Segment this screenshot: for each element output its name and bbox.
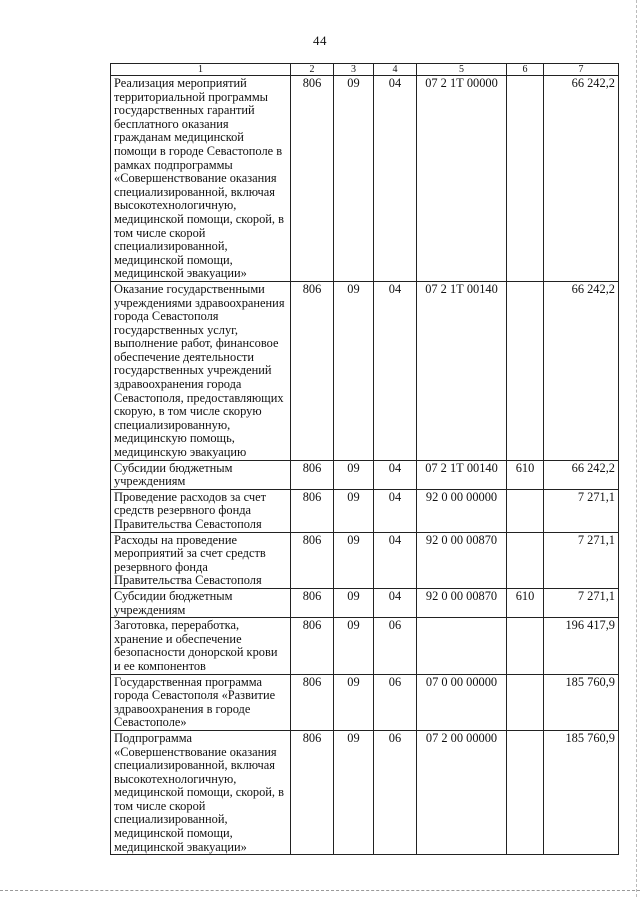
cell-ministry-code: 806	[291, 674, 334, 730]
cell-name: Подпрограмма «Совершенствование оказания специализированной, включая высокотехнологичную, медицинской помощи, скорой, в том числе скорой специализированной, медицинской помощи, медицинской эвакуации»	[111, 730, 291, 854]
cell-section: 09	[334, 489, 374, 532]
budget-table	[110, 63, 619, 855]
table-row	[111, 532, 619, 588]
header-row	[111, 64, 619, 76]
cell-name: Субсидии бюджетным учреждениям	[111, 588, 291, 617]
table-row	[111, 76, 619, 282]
cell-name: Заготовка, переработка, хранение и обеспечение безопасности донорской крови и ее компонентов	[111, 618, 291, 674]
cell-expense-type	[507, 532, 544, 588]
cell-name: Субсидии бюджетным учреждениям	[111, 460, 291, 489]
table-row	[111, 674, 619, 730]
cell-target-article: 92 0 00 00870	[417, 588, 507, 617]
cell-subsection: 04	[374, 588, 417, 617]
column-header: 5	[417, 64, 507, 76]
table-row	[111, 730, 619, 854]
cell-target-article: 07 0 00 00000	[417, 674, 507, 730]
cell-expense-type	[507, 281, 544, 460]
table-row	[111, 460, 619, 489]
cell-amount: 185 760,9	[544, 674, 619, 730]
cell-amount: 66 242,2	[544, 76, 619, 282]
cell-target-article: 92 0 00 00870	[417, 532, 507, 588]
cell-section: 09	[334, 730, 374, 854]
cell-name: Проведение расходов за счет средств резервного фонда Правительства Севастополя	[111, 489, 291, 532]
cell-expense-type	[507, 618, 544, 674]
cell-target-article: 07 2 00 00000	[417, 730, 507, 854]
cell-target-article	[417, 618, 507, 674]
scan-edge-right	[636, 0, 637, 897]
cell-name: Государственная программа города Севастополя «Развитие здравоохранения в городе Севастополе»	[111, 674, 291, 730]
cell-subsection: 06	[374, 730, 417, 854]
cell-section: 09	[334, 618, 374, 674]
cell-subsection: 06	[374, 618, 417, 674]
cell-target-article: 07 2 1Т 00140	[417, 460, 507, 489]
cell-expense-type: 610	[507, 588, 544, 617]
cell-ministry-code: 806	[291, 618, 334, 674]
column-header: 1	[111, 64, 291, 76]
cell-section: 09	[334, 460, 374, 489]
cell-expense-type	[507, 76, 544, 282]
cell-expense-type	[507, 489, 544, 532]
cell-amount: 66 242,2	[544, 281, 619, 460]
cell-amount: 196 417,9	[544, 618, 619, 674]
cell-section: 09	[334, 674, 374, 730]
cell-ministry-code: 806	[291, 730, 334, 854]
table-row	[111, 588, 619, 617]
cell-amount: 66 242,2	[544, 460, 619, 489]
cell-section: 09	[334, 588, 374, 617]
cell-section: 09	[334, 76, 374, 282]
cell-section: 09	[334, 281, 374, 460]
cell-ministry-code: 806	[291, 76, 334, 282]
cell-expense-type	[507, 674, 544, 730]
cell-ministry-code: 806	[291, 281, 334, 460]
cell-ministry-code: 806	[291, 460, 334, 489]
cell-section: 09	[334, 532, 374, 588]
cell-amount: 7 271,1	[544, 489, 619, 532]
cell-expense-type: 610	[507, 460, 544, 489]
column-header: 3	[334, 64, 374, 76]
cell-subsection: 04	[374, 281, 417, 460]
cell-target-article: 07 2 1Т 00000	[417, 76, 507, 282]
table-body	[111, 76, 619, 855]
cell-ministry-code: 806	[291, 588, 334, 617]
scan-edge-bottom	[0, 890, 640, 891]
cell-subsection: 04	[374, 460, 417, 489]
cell-expense-type	[507, 730, 544, 854]
cell-amount: 7 271,1	[544, 588, 619, 617]
column-header: 4	[374, 64, 417, 76]
cell-target-article: 92 0 00 00000	[417, 489, 507, 532]
cell-subsection: 04	[374, 76, 417, 282]
cell-amount: 7 271,1	[544, 532, 619, 588]
cell-name: Оказание государственными учреждениями здравоохранения города Севастополя государственных услуг, выполнение работ, финансовое обеспечение деятельности государственных учреждений здравоохранения города Севастополя, предоставляющих скорую, в том числе скорую специализированную, медицинскую помощь, медицинскую эвакуацию	[111, 281, 291, 460]
cell-ministry-code: 806	[291, 532, 334, 588]
table-row	[111, 281, 619, 460]
table-row	[111, 489, 619, 532]
column-header: 6	[507, 64, 544, 76]
column-header: 2	[291, 64, 334, 76]
page-number: 44	[313, 33, 327, 48]
cell-ministry-code: 806	[291, 489, 334, 532]
cell-target-article: 07 2 1Т 00140	[417, 281, 507, 460]
table-row	[111, 618, 619, 674]
cell-name: Расходы на проведение мероприятий за счет средств резервного фонда Правительства Севастополя	[111, 532, 291, 588]
cell-name: Реализация мероприятий территориальной программы государственных гарантий бесплатного оказания гражданам медицинской помощи в городе Севастополе в рамках подпрограммы «Совершенствование оказания специализированной, включая высокотехнологичную, медицинской помощи, скорой, в том числе скорой специализированной, медицинской помощи, медицинской эвакуации»	[111, 76, 291, 282]
cell-subsection: 04	[374, 489, 417, 532]
cell-subsection: 04	[374, 532, 417, 588]
column-header: 7	[544, 64, 619, 76]
cell-amount: 185 760,9	[544, 730, 619, 854]
cell-subsection: 06	[374, 674, 417, 730]
